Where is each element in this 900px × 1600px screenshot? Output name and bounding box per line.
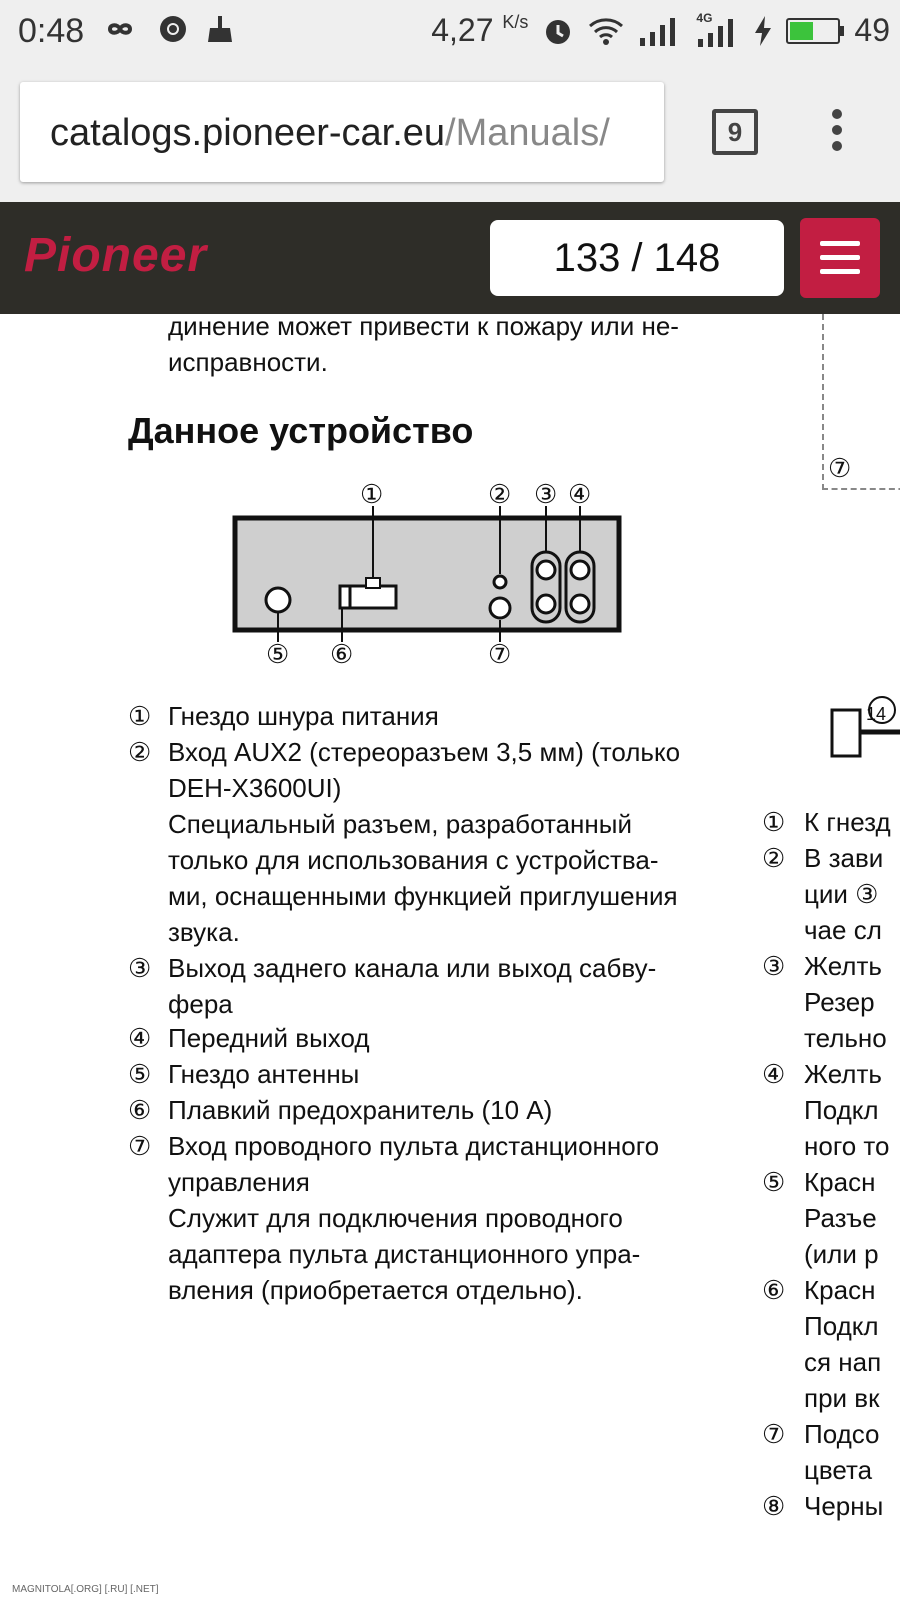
legend-text: фера	[168, 989, 233, 1019]
right-item-number: ③	[762, 951, 786, 981]
pioneer-logo[interactable]: Pioneer	[24, 229, 208, 282]
wifi-icon	[588, 17, 624, 45]
legend-number: ②	[128, 737, 152, 767]
legend-text: только для использования с устройства-	[168, 845, 659, 875]
page-indicator[interactable]: 133 / 148	[490, 220, 784, 296]
intro-line-1: динение может привести к пожару или не-	[168, 314, 679, 341]
legend-number: ④	[128, 1023, 152, 1053]
status-notification-icons	[100, 14, 234, 44]
right-item-text: (или р	[804, 1239, 879, 1269]
right-item-text: Резер	[804, 987, 875, 1017]
right-item-text: Красн	[804, 1275, 876, 1305]
right-top-label: ⑦	[828, 453, 852, 483]
url-text[interactable]	[50, 112, 610, 155]
signal-icon	[638, 16, 682, 46]
signal-4g-icon: 4G	[696, 15, 740, 47]
right-item-number: ⑥	[762, 1275, 786, 1305]
legend-text: Плавкий предохранитель (10 А)	[168, 1095, 553, 1125]
diagram-label-6: ⑥	[330, 639, 354, 669]
right-connector-diagram	[830, 696, 900, 760]
legend-text: Передний выход	[168, 1023, 370, 1053]
diagram-label-5: ⑤	[266, 639, 290, 669]
status-time: 0:48	[18, 12, 85, 50]
legend-text: звука.	[168, 917, 240, 947]
right-item-text: Черны	[804, 1491, 884, 1521]
url-bar[interactable]	[20, 82, 664, 182]
hamburger-menu-button[interactable]	[800, 218, 880, 298]
legend-text: управления	[168, 1167, 310, 1197]
battery-icon	[786, 18, 840, 44]
wired-remote-jack	[490, 598, 510, 618]
legend-text: Гнездо антенны	[168, 1059, 360, 1089]
right-item-number: ②	[762, 843, 786, 873]
right-item-text: Подкл	[804, 1095, 879, 1125]
legend-number: ③	[128, 953, 152, 983]
legend-text: Выход заднего канала или выход сабву-	[168, 953, 657, 983]
alarm-icon	[542, 15, 574, 47]
network-speed: 4,27 $^{K/s}$	[431, 12, 529, 48]
right-item-number: ⑧	[762, 1491, 786, 1521]
right-item-number: ⑦	[762, 1419, 786, 1449]
legend-text: Вход проводного пульта дистанционного	[168, 1131, 660, 1161]
intro-line-2: исправности.	[168, 347, 328, 377]
right-item-number: ⑤	[762, 1167, 786, 1197]
right-item-text: ного то	[804, 1131, 890, 1161]
diagram-label-4: ④	[568, 479, 592, 509]
right-item-text: Подкл	[804, 1311, 879, 1341]
infinity-icon	[100, 18, 140, 40]
right-item-text: В зави	[804, 843, 884, 873]
diagram-label-2: ②	[488, 479, 512, 509]
right-item-text: ции ③	[804, 879, 879, 909]
legend-text: адаптера пульта дистанционного упра-	[168, 1239, 641, 1269]
legend-text: ми, оснащенными функцией приглушения	[168, 881, 678, 911]
legend-number: ⑦	[128, 1131, 152, 1161]
legend-number: ⑥	[128, 1095, 152, 1125]
section-heading: Данное устройство	[128, 410, 474, 451]
legend-text: Специальный разъем, разработанный	[168, 809, 632, 839]
diagram-label-3: ③	[534, 479, 558, 509]
right-item-text: ся нап	[804, 1347, 882, 1377]
broom-icon	[206, 14, 234, 44]
watermark: MAGNITOLA[.ORG] [.RU] [.NET]	[12, 1584, 159, 1595]
legend-text: Гнездо шнура питания	[168, 701, 439, 731]
right-diagram-label: 14	[866, 704, 887, 724]
legend-text: вления (приобретается отдельно).	[168, 1275, 583, 1305]
manual-page	[0, 314, 900, 1600]
right-item-text: Разъе	[804, 1203, 877, 1233]
site-header	[0, 202, 900, 314]
browser-toolbar	[0, 64, 900, 202]
legend-text: DEH-X3600UI)	[168, 773, 342, 803]
right-item-text: цвета	[804, 1455, 873, 1485]
right-item-text: тельно	[804, 1023, 887, 1053]
right-item-text: при вк	[804, 1383, 880, 1413]
antenna-jack	[266, 588, 290, 612]
right-item-text: Подсо	[804, 1419, 880, 1449]
legend-text: Вход AUX2 (стереоразъем 3,5 мм) (только	[168, 737, 681, 767]
right-item-number: ①	[762, 807, 786, 837]
right-item-text: К гнезд	[804, 807, 891, 837]
status-bar	[0, 0, 900, 64]
url-host: catalogs.pioneer-car.eu	[50, 112, 446, 154]
right-item-text: Желть	[804, 951, 882, 981]
status-right	[431, 12, 890, 49]
battery-level: 49	[854, 12, 890, 48]
url-path: /Manuals/	[445, 112, 610, 154]
legend-number: ①	[128, 701, 152, 731]
charging-icon	[754, 16, 772, 46]
browser-menu-icon[interactable]	[832, 109, 842, 157]
diagram-label-7: ⑦	[488, 639, 512, 669]
chrome-icon	[158, 14, 188, 44]
power-connector	[350, 586, 396, 608]
legend-number: ⑤	[128, 1059, 152, 1089]
right-item-text: Красн	[804, 1167, 876, 1197]
aux-jack	[494, 576, 506, 588]
right-item-text: Желть	[804, 1059, 882, 1089]
legend-text: Служит для подключения проводного	[168, 1203, 623, 1233]
tab-switcher-button[interactable]: 9	[712, 109, 758, 155]
right-item-number: ④	[762, 1059, 786, 1089]
right-item-text: чае сл	[804, 915, 882, 945]
diagram-label-1: ①	[360, 479, 384, 509]
